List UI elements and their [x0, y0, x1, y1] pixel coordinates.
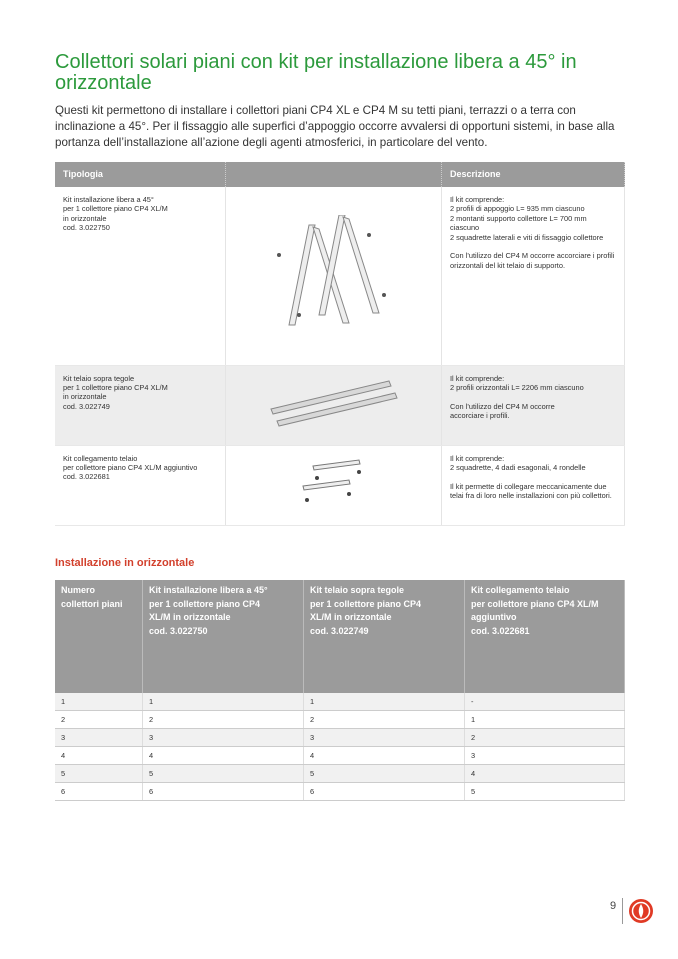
kit-45-image — [226, 187, 442, 365]
cell: 1 — [55, 693, 143, 711]
table-row — [55, 445, 625, 525]
header-kit-45: Kit installazione libera a 45° per 1 collettore piano CP4 XL/M in orizzontale cod. 3.022750 — [143, 580, 304, 693]
cell: 1 — [465, 711, 625, 729]
page-title: Collettori solari piani con kit per installazione libera a 45° in orizzontale — [55, 51, 577, 94]
cell: 3 — [304, 729, 465, 747]
table-row — [55, 783, 625, 801]
cell: 5 — [465, 783, 625, 801]
cell: 5 — [143, 765, 304, 783]
table-row — [55, 365, 625, 445]
cell: 3 — [55, 729, 143, 747]
tipologia-cell: Kit telaio sopra tegole per 1 collettore piano CP4 XL/M in orizzontale cod. 3.022749 — [55, 365, 226, 445]
profili-image — [226, 365, 442, 445]
table-row — [55, 711, 625, 729]
cell: 5 — [304, 765, 465, 783]
cell: 2 — [55, 711, 143, 729]
table-row — [55, 693, 625, 711]
flame-logo-icon — [628, 898, 654, 929]
cell: 4 — [55, 747, 143, 765]
cell: - — [465, 693, 625, 711]
squadrette-image — [226, 445, 442, 525]
cell: 2 — [143, 711, 304, 729]
cell: 6 — [143, 783, 304, 801]
cell: 2 — [465, 729, 625, 747]
table-row — [55, 187, 625, 365]
cell: 4 — [465, 765, 625, 783]
page-number: 9 — [610, 900, 617, 912]
header-descrizione: Descrizione — [442, 162, 625, 187]
cell: 3 — [465, 747, 625, 765]
kit-table — [55, 162, 625, 526]
header-image — [226, 162, 442, 187]
header-numero: Numero collettori piani — [55, 580, 143, 693]
cell: 4 — [143, 747, 304, 765]
cell: 6 — [55, 783, 143, 801]
descrizione-cell: Il kit comprende: 2 squadrette, 4 dadi esagonali, 4 rondelle Il kit permette di collegare meccanicamente due telai fra di loro nelle installazioni con più collettori. — [442, 445, 625, 525]
table-row — [55, 765, 625, 783]
cell: 4 — [304, 747, 465, 765]
cell: 5 — [55, 765, 143, 783]
install-table — [55, 580, 625, 801]
intro-paragraph: Questi kit permettono di installare i collettori piani CP4 XL e CP4 M su tetti piani, terrazzi o a terra con inclinazione a 45°. Per il fissaggio alle superfici d’appoggio occorre avvalersi di opportuni sistemi, in base alla portanza dell’installazione all’azione degli agenti atmosferici, in particolare del vento. — [55, 104, 615, 149]
cell: 6 — [304, 783, 465, 801]
section-title: Installazione in orizzontale — [55, 557, 195, 569]
tipologia-cell: Kit installazione libera a 45° per 1 collettore piano CP4 XL/M in orizzontale cod. 3.022750 — [55, 187, 226, 365]
cell: 1 — [304, 693, 465, 711]
cell: 3 — [143, 729, 304, 747]
cell: 1 — [143, 693, 304, 711]
table-row — [55, 729, 625, 747]
descrizione-cell: Il kit comprende: 2 profili di appoggio L= 935 mm ciascuno 2 montanti supporto collettore L= 700 mm ciascuno 2 squadrette laterali e viti di fissaggio collettore Con l’utilizzo del CP4 M occorre accorciare i profili orizzontali del kit telaio di supporto. — [442, 187, 625, 365]
descrizione-cell: Il kit comprende: 2 profili orizzontali L= 2206 mm ciascuno Con l’utilizzo del CP4 M occorre accorciare i profili. — [442, 365, 625, 445]
cell: 2 — [304, 711, 465, 729]
tipologia-cell: Kit collegamento telaio per collettore piano CP4 XL/M aggiuntivo cod. 3.022681 — [55, 445, 226, 525]
footer-divider — [622, 898, 623, 924]
header-tipologia: Tipologia — [55, 162, 226, 187]
table-row — [55, 747, 625, 765]
header-kit-telaio: Kit telaio sopra tegole per 1 collettore piano CP4 XL/M in orizzontale cod. 3.022749 — [304, 580, 465, 693]
header-kit-collegamento: Kit collegamento telaio per collettore piano CP4 XL/M aggiuntivo cod. 3.022681 — [465, 580, 625, 693]
